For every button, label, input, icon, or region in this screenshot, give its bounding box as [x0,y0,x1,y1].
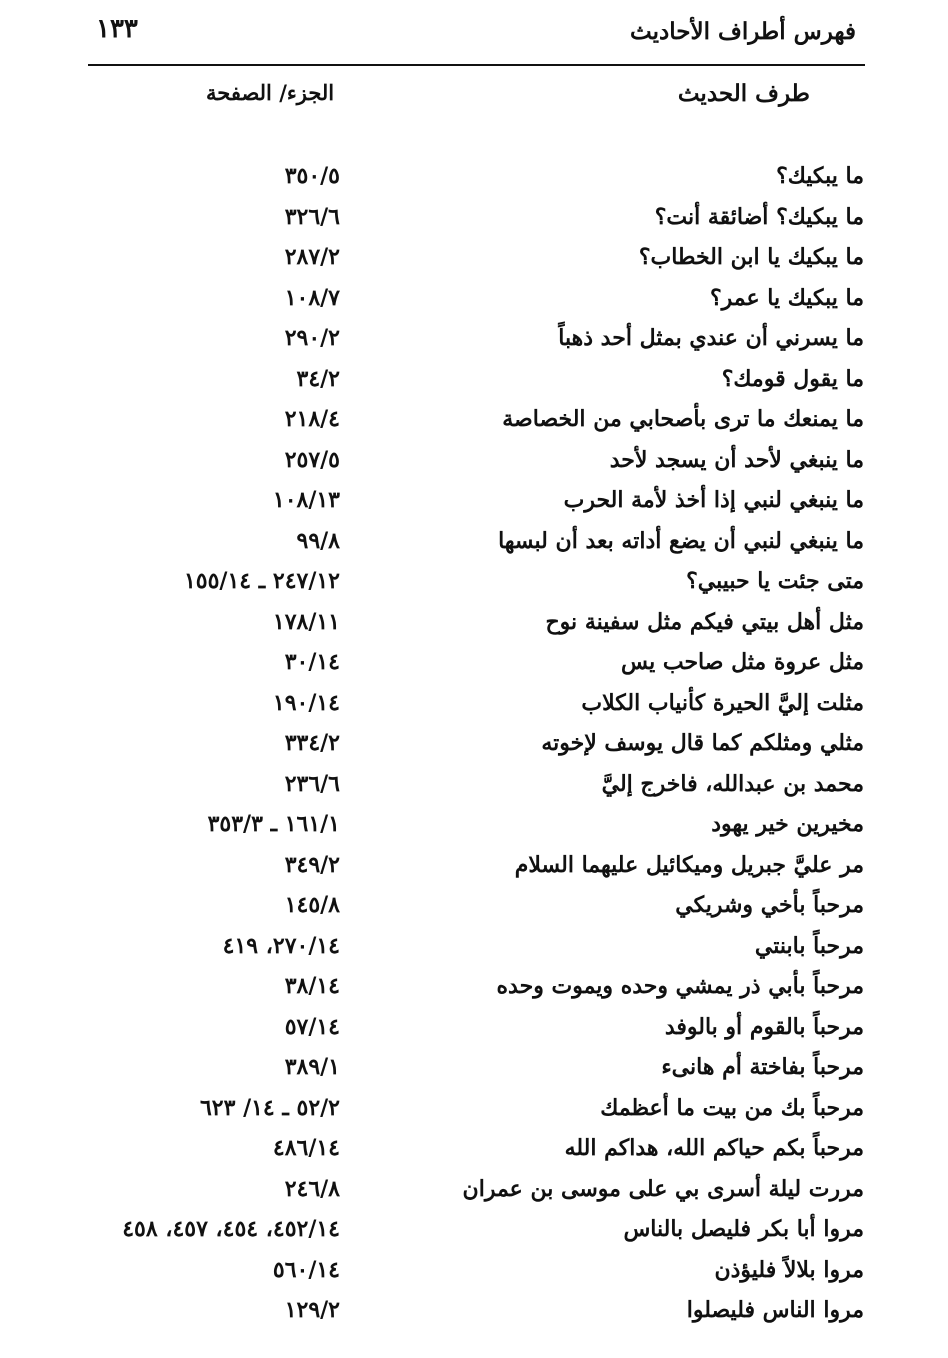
volume-page-reference: ١٢٩/٢ [284,1297,340,1323]
volume-page-reference: ٢٤٧/١٢ ـ ١٥٥/١٤ [183,568,340,594]
hadith-incipit: مرحباً بفاختة أم هانىء [661,1054,864,1080]
volume-page-reference: ٣٥٠/٥ [284,163,340,189]
volume-page-reference: ٢٧٠/١٤، ٤١٩ [222,932,340,959]
hadith-incipit: مثل عروة مثل صاحب يس [621,649,864,675]
header-rule [88,64,865,66]
hadith-incipit: ما ينبغي لأحد أن يسجد لأحد [609,446,864,473]
index-entry [0,1130,948,1171]
page-number: ١٣٣ [96,14,138,44]
volume-page-reference: ١٤٥/٨ [284,892,340,918]
index-entry [0,1090,948,1131]
hadith-incipit: ما يبكيك؟ أضائقة أنت؟ [654,203,864,230]
volume-page-reference: ٢٨٧/٢ [284,244,340,270]
volume-page-reference: ١٠٨/١٣ [272,487,340,513]
index-entry [0,401,948,442]
index-entry [0,644,948,685]
index-entry [0,887,948,928]
hadith-incipit: مروا الناس فليصلوا [686,1297,864,1323]
volume-page-reference: ٣٢٦/٦ [284,203,340,230]
index-entry [0,361,948,402]
hadith-incipit: ما يبكيك يا ابن الخطاب؟ [638,244,864,270]
volume-page-reference: ١٧٨/١١ [272,608,340,635]
index-entry [0,928,948,969]
volume-page-reference: ٣٤/٢ [296,365,340,392]
index-entry [0,442,948,483]
hadith-incipit: مر عليَّ جبريل وميكائيل عليهما السلام [514,851,864,878]
index-entry [0,563,948,604]
index-entry [0,847,948,888]
index-entry [0,1049,948,1090]
index-entry [0,280,948,321]
volume-page-reference: ٥٧/١٤ [284,1013,340,1040]
column-heading-volume-page: الجزء/ الصفحة [206,80,335,105]
index-entry [0,604,948,645]
volume-page-reference: ٢٩٠/٢ [284,325,340,351]
index-entry [0,1292,948,1333]
hadith-incipit: ما يبكيك يا عمر؟ [709,284,864,311]
volume-page-reference: ٣٨/١٤ [284,973,340,999]
volume-page-reference: ٣٤٩/٢ [284,851,340,878]
index-entry [0,725,948,766]
hadith-incipit: مثلت إليَّ الحيرة كأنياب الكلاب [581,689,864,716]
volume-page-reference: ٩٩/٨ [296,527,340,554]
index-entry [0,239,948,280]
index-entry [0,1009,948,1050]
hadith-incipit: مرحباً بكم حياكم الله، هداكم الله [564,1135,864,1161]
index-entry [0,968,948,1009]
index-entry [0,806,948,847]
volume-page-reference: ٢١٨/٤ [284,406,340,432]
hadith-incipit: مرحباً بالقوم أو بالوفد [664,1013,864,1040]
index-entry [0,158,948,199]
index-entry [0,1211,948,1252]
hadith-incipit: مروا بلالاً فليؤذن [714,1256,864,1283]
index-entry [0,1252,948,1293]
index-entry [0,482,948,523]
volume-page-reference: ١٠٨/٧ [284,284,340,311]
hadith-incipit: مرحباً بك من بيت ما أعظمك [600,1094,864,1121]
hadith-incipit: ما ينبغي لنبي أن يضع أداته بعد أن لبسها [498,527,864,554]
hadith-incipit: مرحباً بأخي وشريكي [675,892,864,918]
hadith-incipit: مروا أبا بكر فليصل بالناس [623,1216,864,1242]
index-entry [0,685,948,726]
volume-page-reference: ٣٠/١٤ [284,649,340,675]
volume-page-reference: ٥٦٠/١٤ [272,1256,340,1283]
volume-page-reference: ٥٢/٢ ـ ١٤/ ٦٢٣ [199,1094,340,1121]
hadith-incipit: مرحباً بابنتي [754,932,864,959]
volume-page-reference: ٢٣٦/٦ [284,770,340,797]
hadith-incipit: مررت ليلة أسرى بي على موسى بن عمران [462,1175,864,1202]
index-entry [0,320,948,361]
volume-page-reference: ٤٨٦/١٤ [272,1135,340,1161]
volume-page-reference: ٤٥٢/١٤، ٤٥٤، ٤٥٧، ٤٥٨ [122,1216,340,1242]
hadith-incipit: متى جئت يا حبيبي؟ [686,568,864,594]
index-entries [0,158,948,1333]
hadith-incipit: محمد بن عبدالله، فاخرج إليَّ [601,770,864,797]
index-entry [0,523,948,564]
index-entry [0,1171,948,1212]
hadith-incipit: مرحباً بأبي ذر يمشي وحده ويموت وحده [496,973,864,999]
hadith-incipit: ما يبكيك؟ [776,163,864,189]
index-entry [0,766,948,807]
hadith-incipit: مثلي ومثلكم كما قال يوسف لإخوته [541,730,864,756]
volume-page-reference: ٣٨٩/١ [284,1054,340,1080]
hadith-incipit: ما يقول قومك؟ [721,365,864,392]
hadith-incipit: ما يسرني أن عندي بمثل أحد ذهباً [558,325,864,351]
volume-page-reference: ١٦١/١ ـ ٣٥٣/٣ [207,811,340,837]
hadith-incipit: مثل أهل بيتي فيكم مثل سفينة نوح [545,608,864,635]
hadith-incipit: مخيرين خير يهود [711,811,864,837]
volume-page-reference: ٣٣٤/٢ [284,730,340,756]
running-title: فهرس أطراف الأحاديث [630,18,856,45]
volume-page-reference: ٢٥٧/٥ [284,446,340,473]
hadith-incipit: ما ينبغي لنبي إذا أخذ لأمة الحرب [563,487,864,513]
column-heading-hadith: طرف الحديث [677,80,810,107]
hadith-incipit: ما يمنعك ما ترى بأصحابي من الخصاصة [502,406,864,432]
volume-page-reference: ٢٤٦/٨ [284,1175,340,1202]
index-entry [0,199,948,240]
volume-page-reference: ١٩٠/١٤ [272,689,340,716]
